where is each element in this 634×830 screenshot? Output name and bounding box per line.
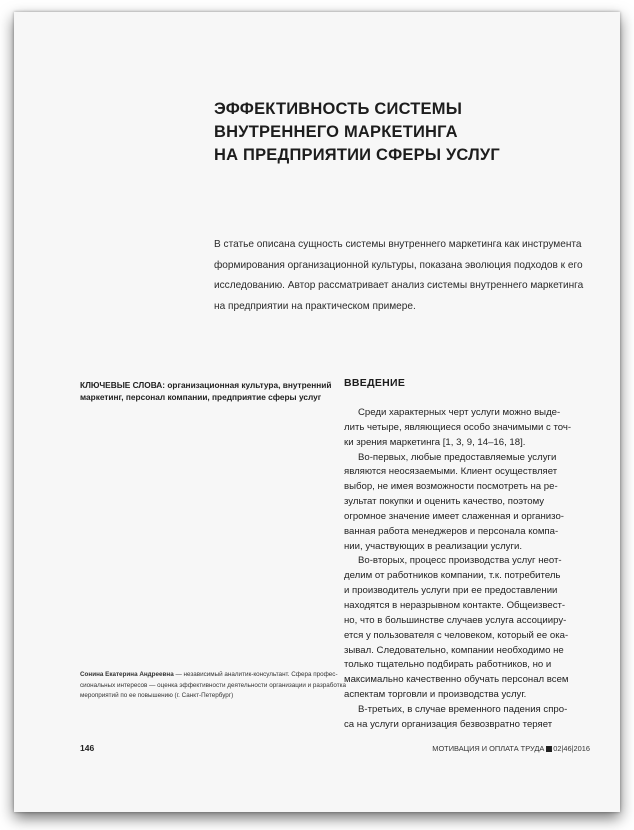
body-line: зультат покупки и оценить качество, поэтому (344, 496, 545, 508)
journal-page (14, 12, 620, 812)
body-line: нии, участвующих в реализации услуги. (344, 540, 523, 552)
keywords-block (80, 379, 330, 403)
section-heading: ВВЕДЕНИЕ (344, 377, 406, 389)
keywords-line: маркетинг, персонал компании, предприятие сферы услуг (80, 392, 322, 402)
article-body (344, 406, 589, 733)
abstract-line: исследованию. Автор рассматривает анализ системы внутреннего маркетинга (214, 280, 584, 291)
author-name: Сонина Екатерина Андреевна (80, 671, 174, 678)
author-description: — независимый аналитик-консультант. Сфера профес- (173, 671, 338, 678)
square-separator-icon (546, 746, 552, 752)
body-line: но, что в большинстве случаев услуга ассоцииру- (344, 614, 567, 626)
abstract-line: В статье описана сущность системы внутреннего маркетинга как инструмента (214, 239, 582, 250)
article-abstract (214, 235, 586, 317)
body-line: являются неосязаемыми. Клиент осуществляет (344, 466, 558, 478)
body-line: са на услуги организация безвозвратно теряет (344, 718, 553, 730)
body-line: только тщательно подбирать работников, но и (344, 659, 552, 671)
author-info (80, 670, 345, 702)
body-line: Во-первых, любые предоставляемые услуги (358, 451, 557, 463)
abstract-line: на предприятии на практическом примере. (214, 300, 416, 312)
body-line: Среди характерных черт услуги можно выде- (358, 407, 561, 418)
body-line: и производитель услуги при ее предоставлении (344, 585, 558, 597)
journal-footer (432, 744, 590, 753)
body-line: В-третьих, в случае временного падения спро- (358, 703, 568, 715)
body-line: ванная работа менеджеров и персонала компа- (344, 525, 559, 537)
author-line: мероприятий по ее повышению (г. Санкт-Петербург) (80, 692, 234, 699)
journal-issue: 02|46|2016 (553, 744, 590, 753)
keywords-line: КЛЮЧЕВЫЕ СЛОВА: организационная культура, внутренний (80, 380, 332, 390)
body-line: находятся в неразрывном контакте. Общеизвест- (344, 599, 566, 611)
body-line: аспектам торговли и производства услуг. (344, 689, 527, 701)
journal-name: МОТИВАЦИЯ И ОПЛАТА ТРУДА (432, 744, 545, 753)
body-line: ется у пользователя с человеком, который ее ока- (344, 629, 569, 641)
body-line: зывал. Следовательно, компании необходимо не (344, 644, 564, 656)
body-line: максимально качественно обучать персонал всем (344, 674, 569, 686)
body-line: лить четыре, являющиеся особо значимыми с точ- (344, 421, 572, 433)
body-line: Во-вторых, процесс производства услуг неот- (358, 555, 562, 567)
body-line: огромное значение имеет слаженная и организо- (344, 510, 564, 522)
title-line: ВНУТРЕННЕГО МАРКЕТИНГА (214, 123, 458, 141)
article-title (214, 98, 574, 167)
title-line: ЭФФЕКТИВНОСТЬ СИСТЕМЫ (214, 100, 463, 118)
author-line (80, 670, 345, 681)
body-line: ки зрения маркетинга [1, 3, 9, 14–16, 18]. (344, 436, 526, 448)
abstract-line: формирования организационной культуры, показана эволюция подходов к его (214, 259, 583, 271)
body-line: выбор, не имея возможности посмотреть на ре- (344, 481, 558, 493)
author-line: сиональных интересов — оценка эффективности деятельности организации и разработка (80, 681, 346, 689)
title-line: НА ПРЕДПРИЯТИИ СФЕРЫ УСЛУГ (214, 146, 500, 164)
page-number: 146 (80, 743, 95, 753)
body-line: делим от работников компании, т.к. потребитель (344, 570, 561, 582)
